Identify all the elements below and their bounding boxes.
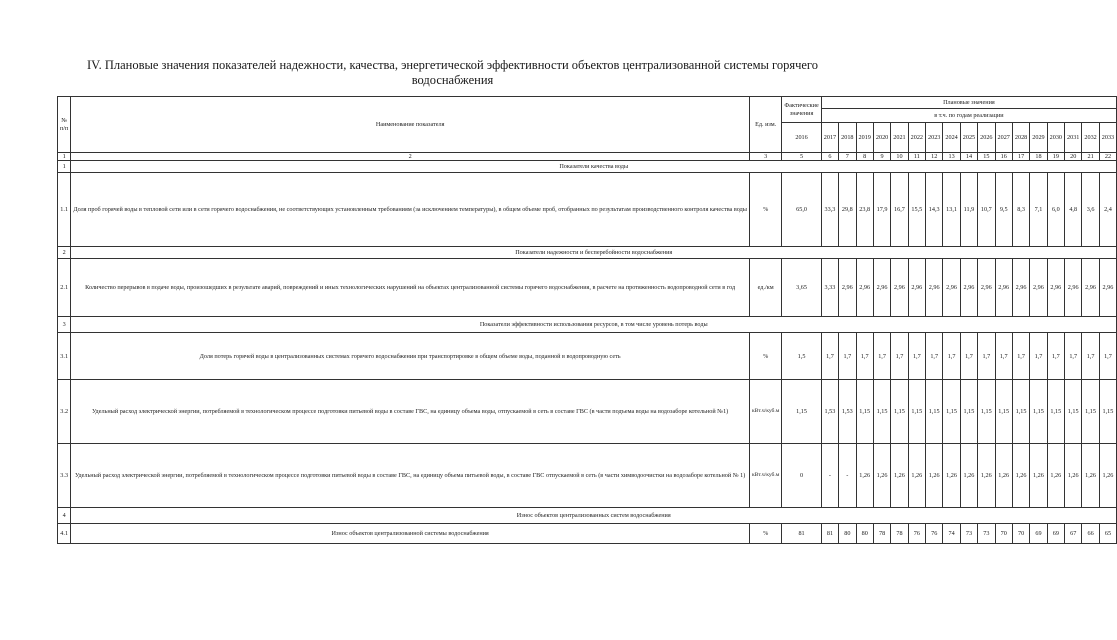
section-row [58, 161, 1117, 173]
value-cell: 33,3 [821, 173, 838, 247]
value-cell: 7,1 [1030, 173, 1047, 247]
indicator-name: Доля проб горячей воды в тепловой сети или в сети горячего водоснабжения, не соответствующих установленным требованиям (за исключением температуры), в общем объеме проб, отобранных по результатам производственного контроля качества воды [71, 173, 750, 247]
value-cell: 1,15 [782, 380, 821, 444]
year-header-cell: 2030 [1047, 123, 1064, 153]
column-number-cell: 14 [960, 153, 977, 161]
year-header-cell: 2020 [873, 123, 890, 153]
page-title: IV. Плановые значения показателей надежности, качества, энергетической эффективности объектов централизованной системы горячего водоснабжения [87, 58, 818, 87]
column-number-cell: 5 [782, 153, 821, 161]
header-planned: Плановые значения [821, 97, 1116, 109]
table-row [58, 333, 1117, 380]
value-cell: 1,7 [839, 333, 856, 380]
section-row [58, 317, 1117, 333]
value-cell: 2,96 [856, 259, 873, 317]
year-header-cell: 2032 [1082, 123, 1099, 153]
value-cell: 1,7 [960, 333, 977, 380]
value-cell: 1,7 [1012, 333, 1029, 380]
value-cell: 80 [856, 524, 873, 544]
indicator-name: Удельный расход электрической энергии, потребляемой в технологическом процессе подготовки питьевой воды в составе ГВС, на единицу объема питьевой воды, в составе ГВС отпускаемой в сеть (в части химводоочистки на водозаборе котельной № 1) [71, 444, 750, 508]
column-number-cell: 8 [856, 153, 873, 161]
value-cell: 1,15 [978, 380, 995, 444]
row-number: 3 [58, 317, 71, 333]
table-row [58, 259, 1117, 317]
value-cell: 1,5 [782, 333, 821, 380]
indicator-name: Удельный расход электрической энергии, потребляемой в технологическом процессе подготовки питьевой воды в составе ГВС, на единицу объема воды, отпускаемой в сеть в составе ГВС (в части подъема воды на водозаборе котельной №1) [71, 380, 750, 444]
column-number-cell: 21 [1082, 153, 1099, 161]
value-cell: 1,15 [908, 380, 925, 444]
value-cell: 1,26 [873, 444, 890, 508]
value-cell: 1,26 [891, 444, 908, 508]
value-cell: 76 [908, 524, 925, 544]
indicator-name: Износ объектов централизованной системы водоснабжения [71, 524, 750, 544]
value-cell: 69 [1030, 524, 1047, 544]
value-cell: 2,96 [978, 259, 995, 317]
value-cell: 1,53 [821, 380, 838, 444]
value-cell: 1,26 [1099, 444, 1116, 508]
value-cell: 2,96 [1099, 259, 1116, 317]
value-cell: 1,26 [1047, 444, 1064, 508]
value-cell: 1,7 [1047, 333, 1064, 380]
column-number-cell: 13 [943, 153, 960, 161]
value-cell: 1,7 [995, 333, 1012, 380]
column-number-cell: 16 [995, 153, 1012, 161]
column-number-cell: 17 [1012, 153, 1029, 161]
year-header-cell: 2017 [821, 123, 838, 153]
column-number-cell: 1 [58, 153, 71, 161]
value-cell: 80 [839, 524, 856, 544]
value-cell: 1,7 [1065, 333, 1082, 380]
year-header-cell: 2027 [995, 123, 1012, 153]
value-cell: 67 [1065, 524, 1082, 544]
value-cell: 78 [891, 524, 908, 544]
value-cell: 70 [1012, 524, 1029, 544]
value-cell: 1,26 [995, 444, 1012, 508]
value-cell: 23,8 [856, 173, 873, 247]
section-row [58, 508, 1117, 524]
year-header-cell: 2022 [908, 123, 925, 153]
value-cell: 1,26 [1065, 444, 1082, 508]
year-header-cell: 2033 [1099, 123, 1116, 153]
header-by-years: в т.ч. по годам реализации [821, 109, 1116, 123]
column-number-cell: 3 [749, 153, 781, 161]
row-number: 4 [58, 508, 71, 524]
column-number-cell: 2 [71, 153, 750, 161]
value-cell: 1,15 [1082, 380, 1099, 444]
value-cell: 1,15 [856, 380, 873, 444]
value-cell: 1,26 [978, 444, 995, 508]
value-cell: 1,26 [1082, 444, 1099, 508]
value-cell: 65 [1099, 524, 1116, 544]
year-header-cell: 2031 [1065, 123, 1082, 153]
value-cell: 1,15 [1012, 380, 1029, 444]
value-cell: 66 [1082, 524, 1099, 544]
column-number-cell: 10 [891, 153, 908, 161]
value-cell: 3,33 [821, 259, 838, 317]
value-cell: 3,6 [1082, 173, 1099, 247]
indicators-table [57, 96, 1117, 544]
value-cell: 1,7 [1030, 333, 1047, 380]
header-number [58, 97, 71, 153]
value-cell: 4,8 [1065, 173, 1082, 247]
column-number-cell: 6 [821, 153, 838, 161]
value-cell: 8,3 [1012, 173, 1029, 247]
value-cell: 1,7 [821, 333, 838, 380]
year-header-cell: 2016 [782, 123, 821, 153]
value-cell: 1,26 [960, 444, 977, 508]
value-cell: 1,26 [856, 444, 873, 508]
table-row [58, 173, 1117, 247]
value-cell: 78 [873, 524, 890, 544]
value-cell: 2,96 [908, 259, 925, 317]
value-cell: 1,15 [960, 380, 977, 444]
year-header-cell: 2025 [960, 123, 977, 153]
value-cell: 1,7 [1099, 333, 1116, 380]
row-number: 1 [58, 161, 71, 173]
header-unit: Ед. изм. [749, 97, 781, 153]
value-cell: 1,15 [873, 380, 890, 444]
value-cell: 73 [978, 524, 995, 544]
value-cell: 1,53 [839, 380, 856, 444]
unit-cell: кВт.ч/куб.м [749, 380, 781, 444]
value-cell: 1,26 [1012, 444, 1029, 508]
value-cell: 2,96 [839, 259, 856, 317]
value-cell: 2,96 [873, 259, 890, 317]
header-actual: Фактические значения [782, 97, 821, 123]
value-cell: 65,0 [782, 173, 821, 247]
section-row [58, 247, 1117, 259]
year-header-cell: 2024 [943, 123, 960, 153]
column-number-cell: 18 [1030, 153, 1047, 161]
row-number: 3.3 [58, 444, 71, 508]
value-cell: 1,15 [926, 380, 943, 444]
value-cell: 2,96 [926, 259, 943, 317]
value-cell: 70 [995, 524, 1012, 544]
value-cell: 73 [960, 524, 977, 544]
column-number-cell: 22 [1099, 153, 1116, 161]
value-cell: 81 [782, 524, 821, 544]
header-number-sub: п/п [60, 124, 69, 132]
row-number: 2 [58, 247, 71, 259]
row-number: 3.2 [58, 380, 71, 444]
column-number-cell: 7 [839, 153, 856, 161]
column-number-cell: 19 [1047, 153, 1064, 161]
value-cell: 1,15 [891, 380, 908, 444]
value-cell: 2,96 [995, 259, 1012, 317]
value-cell: 11,9 [960, 173, 977, 247]
section-title: Показатели эффективности использования ресурсов, в том числе уровень потерь воды [71, 317, 1117, 333]
value-cell: 1,7 [943, 333, 960, 380]
value-cell: 1,15 [995, 380, 1012, 444]
unit-cell: % [749, 173, 781, 247]
value-cell: 1,7 [873, 333, 890, 380]
section-title: Износ объектов централизованных систем водоснабжения [71, 508, 1117, 524]
value-cell: 16,7 [891, 173, 908, 247]
year-header-cell: 2019 [856, 123, 873, 153]
value-cell: 17,9 [873, 173, 890, 247]
value-cell: 76 [926, 524, 943, 544]
value-cell: 2,96 [1082, 259, 1099, 317]
year-header-cell: 2028 [1012, 123, 1029, 153]
value-cell: 1,7 [908, 333, 925, 380]
table-row [58, 444, 1117, 508]
column-number-cell: 20 [1065, 153, 1082, 161]
header-indicator-name: Наименование показателя [71, 97, 750, 153]
indicator-name: Количество перерывов в подаче воды, произошедших в результате аварий, повреждений и иных технологических нарушений на объектах централизованной системы горячего водоснабжения, в расчете на протяженность водопроводной сети в год [71, 259, 750, 317]
row-number: 2.1 [58, 259, 71, 317]
value-cell: 1,7 [978, 333, 995, 380]
value-cell: 2,96 [1030, 259, 1047, 317]
value-cell: 1,7 [926, 333, 943, 380]
year-header-cell: 2018 [839, 123, 856, 153]
value-cell: 15,5 [908, 173, 925, 247]
table-row [58, 380, 1117, 444]
value-cell: 69 [1047, 524, 1064, 544]
year-header-cell: 2026 [978, 123, 995, 153]
value-cell: 2,96 [891, 259, 908, 317]
value-cell: 1,15 [1047, 380, 1064, 444]
year-header-cell: 2029 [1030, 123, 1047, 153]
year-header-cell: 2021 [891, 123, 908, 153]
column-number-cell: 11 [908, 153, 925, 161]
section-title: Показатели надежности и бесперебойности водоснабжения [71, 247, 1117, 259]
value-cell: 2,96 [943, 259, 960, 317]
row-number: 4.1 [58, 524, 71, 544]
year-header-cell: 2023 [926, 123, 943, 153]
table-row [58, 524, 1117, 544]
section-title: Показатели качества воды [71, 161, 1117, 173]
value-cell: 1,15 [1065, 380, 1082, 444]
unit-cell: % [749, 524, 781, 544]
value-cell: 6,0 [1047, 173, 1064, 247]
value-cell: 29,8 [839, 173, 856, 247]
unit-cell: ед./км [749, 259, 781, 317]
value-cell: 3,65 [782, 259, 821, 317]
value-cell: 74 [943, 524, 960, 544]
value-cell: 0 [782, 444, 821, 508]
value-cell: 1,26 [908, 444, 925, 508]
value-cell: 1,7 [856, 333, 873, 380]
value-cell: 2,4 [1099, 173, 1116, 247]
unit-cell: % [749, 333, 781, 380]
value-cell: 1,15 [943, 380, 960, 444]
indicator-name: Доля потерь горячей воды в централизованных системах горячего водоснабжения при транспортировке в общем объеме воды, поданной в водопроводную сеть [71, 333, 750, 380]
value-cell: - [821, 444, 838, 508]
row-number: 1.1 [58, 173, 71, 247]
value-cell: 1,15 [1030, 380, 1047, 444]
value-cell: 1,26 [1030, 444, 1047, 508]
unit-cell: кВт.ч/куб.м [749, 444, 781, 508]
value-cell: 1,26 [926, 444, 943, 508]
value-cell: 2,96 [1047, 259, 1064, 317]
column-number-cell: 15 [978, 153, 995, 161]
value-cell: 2,96 [1065, 259, 1082, 317]
value-cell: 2,96 [960, 259, 977, 317]
header-number-sign: № [61, 117, 68, 125]
value-cell: 2,96 [1012, 259, 1029, 317]
value-cell: 10,7 [978, 173, 995, 247]
row-number: 3.1 [58, 333, 71, 380]
value-cell: 14,3 [926, 173, 943, 247]
value-cell: 1,7 [1082, 333, 1099, 380]
column-number-cell: 9 [873, 153, 890, 161]
value-cell: - [839, 444, 856, 508]
value-cell: 81 [821, 524, 838, 544]
value-cell: 1,26 [943, 444, 960, 508]
value-cell: 1,15 [1099, 380, 1116, 444]
column-number-cell: 12 [926, 153, 943, 161]
value-cell: 13,1 [943, 173, 960, 247]
value-cell: 9,5 [995, 173, 1012, 247]
value-cell: 1,7 [891, 333, 908, 380]
